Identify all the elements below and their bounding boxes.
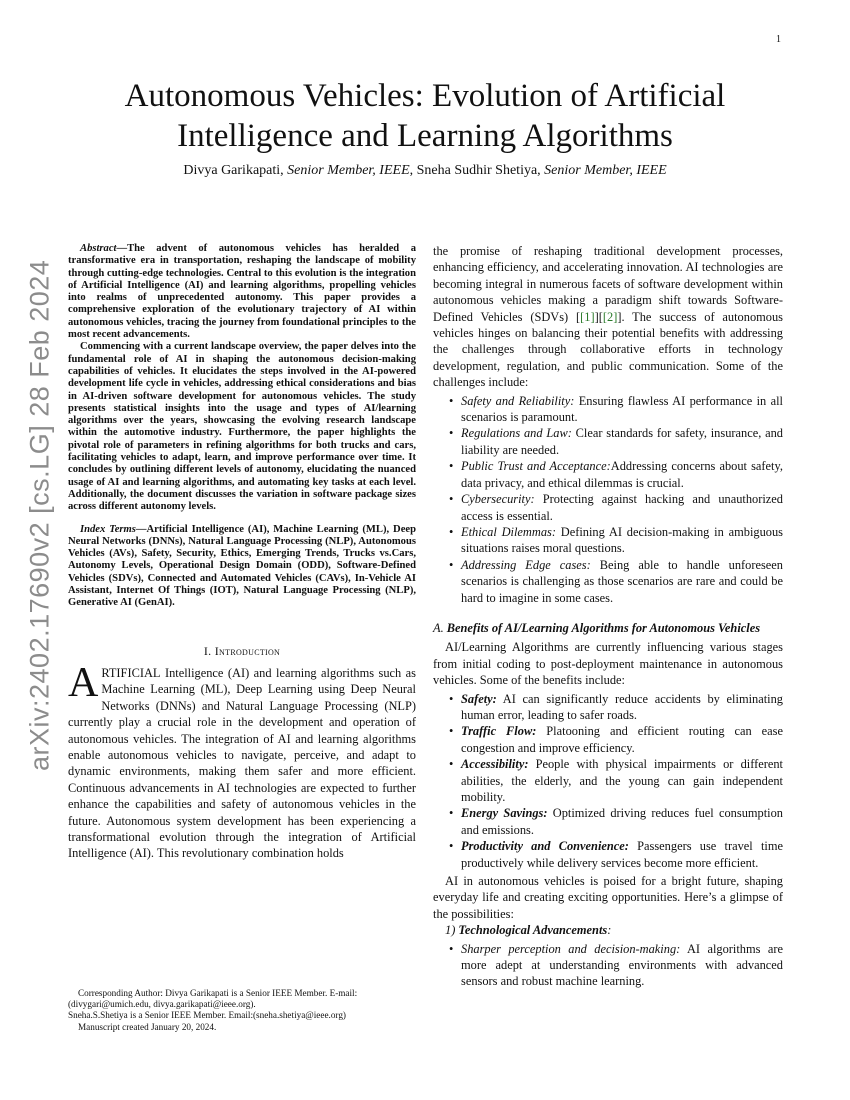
benefit-label: Productivity and Convenience: [461, 839, 629, 854]
list-item [461, 756, 783, 805]
challenge-label: Regulations and Law: [461, 426, 572, 441]
challenge-label: Public Trust and Acceptance: [461, 459, 611, 474]
footnote-second-author: Sneha.S.Shetiya is a Senior IEEE Member. Email:(sneha.shetiya@ieee.org) [68, 1010, 346, 1021]
footnotes [68, 988, 418, 1033]
list-item [461, 691, 783, 724]
benefit-text: Platooning and efficient routing can ease congestion and improve efficiency. [461, 724, 783, 755]
author-1-name: Divya Garikapati, [183, 163, 288, 178]
intro-continuation-text: the promise of reshaping traditional development processes, enhancing efficiency, and accelerating innovation. AI technologies are becoming integral in numerous facets of software development within autonomous vehicles making a paradigm shift towards Software-Defined Vehicles (SDVs) [ [433, 244, 783, 324]
enum-number: 1) [445, 923, 459, 938]
left-column [68, 243, 416, 862]
challenge-label: Addressing Edge cases: [461, 557, 591, 572]
section-title: Introduction [214, 643, 281, 658]
challenge-text: Clear standards for safety, insurance, and liability are needed. [461, 426, 783, 457]
footnote-manuscript-date: Manuscript created January 20, 2024. [78, 1021, 217, 1032]
section-number: I. [203, 643, 215, 658]
list-item [461, 425, 783, 458]
author-separator: , [409, 163, 417, 178]
challenge-label: Safety and Reliability: [461, 393, 575, 408]
arxiv-identifier-stamp: arXiv:2402.17690v2 [cs.LG] 28 Feb 2024 [24, 259, 55, 771]
citation-separator: ][ [594, 309, 603, 324]
citation-link-1[interactable]: [1] [580, 309, 595, 324]
section-heading-introduction [68, 643, 416, 659]
benefit-text: AI can significantly reduce accidents by eliminating human error, leading to safer roads. [461, 691, 783, 722]
challenge-text: Being able to handle unforeseen scenarios is challenging as those scenarios are rare and could be hard to imagine in some cases. [461, 557, 783, 605]
drop-cap: A [68, 660, 99, 707]
technology-label: Sharper perception and decision-making: [461, 941, 681, 956]
technology-list [433, 941, 783, 990]
abstract [68, 243, 416, 514]
abstract-paragraph-2: Commencing with a current landscape overview, the paper delves into the fundamental role of AI in shaping the autonomous decision-making capabilities of vehicles. It elucidates the steps involved in the AI-powered development life cycle in vehicles, addressing ethical considerations and bias in AI-driven software development for autonomous vehicles. The study presents statistical insights into the usage and types of AI/learning algorithms over the years, showcasing the evolving research landscape within the automotive industry. Furthermore, the paper highlights the pivotal role of parameters in refining algorithms for both trucks and cars, facilitating vehicles to adapt, learn, and improve performance over time. It concludes by outlining different levels of autonomy, elucidating the nuanced usage of AI and learning algorithms, and automating key tasks at each level. Additionally, the document discusses the variation in software package sizes across different autonomy levels. [68, 341, 416, 513]
abstract-dash: — [116, 243, 128, 254]
abstract-paragraph-1 [68, 243, 416, 341]
index-terms-label: Index Terms [80, 523, 136, 535]
author-2-role: Senior Member, IEEE [544, 163, 667, 178]
intro-continuation-text-2: ]. The success of autonomous vehicles hinges on balancing their potential benefits with addressing the challenges through collaborative efforts in technology development, regulation, and public communication. Some of the challenges include: [433, 309, 783, 390]
citation-link-2[interactable]: [2] [602, 309, 618, 324]
subsection-title: Benefits of AI/Learning Algorithms for Autonomous Vehicles [446, 620, 761, 635]
benefit-label: Safety: [461, 691, 497, 706]
page-number: 1 [776, 34, 781, 45]
author-line [60, 163, 790, 179]
benefit-text: Passengers use travel time productively while delivery services become more efficient. [461, 839, 783, 870]
footnote-corresponding-author: Corresponding Author: Divya Garikapati is a Senior IEEE Member. E-mail:(divygari@umich.edu, divya.garikapati@ieee.org). [68, 988, 358, 1010]
index-terms [68, 524, 416, 610]
list-item [461, 941, 783, 990]
benefit-text: People with physical impairments or different abilities, the elderly, and the young can gain independent mobility. [461, 757, 783, 804]
list-item [461, 723, 783, 756]
subsection-number: A. [433, 620, 447, 635]
challenge-label: Ethical Dilemmas: [461, 524, 556, 539]
benefit-text: Optimized driving reduces fuel consumption and emissions. [461, 806, 783, 837]
intro-caps: RTIFICIAL [101, 666, 161, 681]
author-2-name: Sneha Sudhir Shetiya, [416, 163, 545, 178]
benefit-label: Accessibility: [461, 757, 529, 772]
list-item [461, 491, 783, 524]
enum-title: Technological Advancements [458, 923, 608, 938]
list-item [461, 557, 783, 606]
intro-continuation-paragraph [433, 243, 783, 391]
challenge-text: Addressing concerns about safety, data privacy, and ethical dilemmas is crucial. [461, 459, 783, 490]
enum-colon: : [607, 923, 612, 938]
challenge-label: Cybersecurity: [461, 492, 535, 507]
challenge-text: Ensuring flawless AI performance in all scenarios is paramount. [461, 393, 783, 425]
subsection-heading-benefits [433, 620, 783, 636]
benefit-label: Energy Savings: [461, 806, 548, 821]
benefits-intro-paragraph: AI/Learning Algorithms are currently influencing various stages from initial coding to post-deployment maintenance in autonomous vehicles. Some of the benefits include: [433, 640, 783, 688]
abstract-text-1: The advent of autonomous vehicles has heralded a transformative era in transportation, reshaping the landscape of mobility through cutting-edge technologies. Central to this evolution is the integration of Artificial Intelligence (AI) and learning algorithms, propelling vehicles into realms of unprecedented autonomy. This paper provides a comprehensive exploration of the evolutionary trajectory of AI within autonomous vehicles, tracing the journey from foundational principles to the most recent advancements. [68, 243, 416, 341]
index-terms-dash: — [135, 523, 147, 535]
author-1-role: Senior Member, IEEE [287, 163, 410, 178]
intro-text: Intelligence (AI) and learning algorithms such as Machine Learning (ML), Deep Learning using Deep Neural Networks (DNNs) and Natural Language Processing (NLP) currently play a crucial role in the development and operation of autonomous vehicles. The integration of AI and learning algorithms enable autonomous vehicles to navigate, perceive, and adapt to dynamic environments, making them safer and more efficient. Continuous advancements in AI technologies are expected to further enhance the capabilities and safety of autonomous vehicles in the future. Autonomous system development has been experiencing a transformational evolution through the integration of Artificial Intelligence (AI). This revolutionary combination holds [68, 666, 416, 861]
future-paragraph: AI in autonomous vehicles is poised for a bright future, shaping everyday life and creating exciting opportunities. Here’s a glimpse of the possibilities: [433, 874, 783, 921]
technology-text: AI algorithms are more adept at understanding environments with advanced sensors and robust machine learning. [461, 941, 783, 989]
introduction-paragraph [68, 660, 416, 862]
index-terms-text: Artificial Intelligence (AI), Machine Learning (ML), Deep Neural Networks (DNNs), Natural Language Processing (NLP), Autonomous Vehicles (AVs), Safety, Security, Ethics, Emerging Trends, Trucks vs.Cars, Autonomy Levels, Operational Design Domain (ODD), Software-Defined Vehicles (SDVs), Connected and Automated Vehicles (CAVs), In-Vehicle AI Assistant, Internet Of Things (IOT), Natural Language Processing (NLP), Generative AI (GenAI). [68, 523, 416, 609]
list-item [461, 393, 783, 426]
benefit-label: Traffic Flow: [461, 724, 537, 739]
challenge-text: Protecting against hacking and unauthorized access is essential. [461, 492, 783, 523]
challenge-text: Defining AI decision-making in ambiguous situations raises moral questions. [461, 524, 783, 556]
list-item [461, 805, 783, 838]
list-item [461, 524, 783, 557]
abstract-label: Abstract [80, 243, 117, 254]
challenges-list [433, 393, 783, 606]
right-column [433, 243, 783, 992]
list-item [461, 458, 783, 491]
benefits-list [433, 691, 783, 871]
enumerated-heading-technological-advancements [445, 922, 783, 938]
list-item [461, 838, 783, 871]
paper-title: Autonomous Vehicles: Evolution of Artificial Intelligence and Learning Algorithms [124, 78, 726, 154]
